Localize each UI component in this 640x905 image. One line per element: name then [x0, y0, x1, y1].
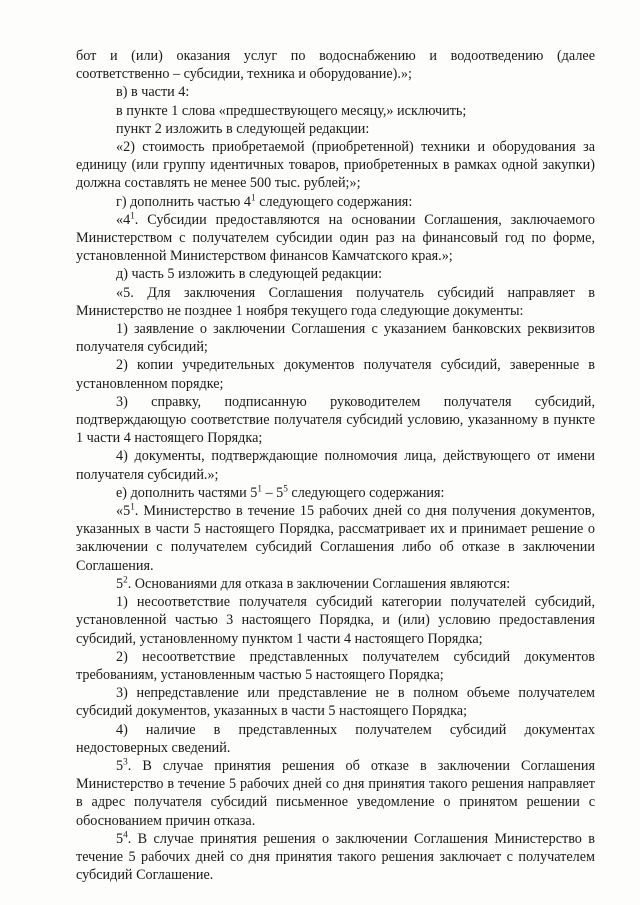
paragraph: [76, 393, 595, 448]
text-run: г) дополнить частью 4: [116, 193, 252, 210]
text-run: 5: [116, 757, 124, 774]
text-run: 3) непредставление или представление не в полном объеме получателем субсидий документов, указанных в части 5 настоящего Порядка;: [76, 685, 595, 720]
text-run: бот и (или) оказания услуг по водоснабжению и водоотведению (далее соответственно – субсидии, техника и оборудование).»;: [76, 48, 595, 83]
text-run: . Министерство в течение 15 рабочих дней со дня получения документов, указанных в части 5 настоящего Порядка, рассматривает их и принимает решение о заключении с получателем субсидий Соглашения либо об отказе в заключении Соглашения.: [76, 503, 595, 574]
text-run: 1) несоответствие получателя субсидий категории получателей субсидий, установленной частью 3 настоящего Порядка, и (или) условию предоставления субсидий, установленному пунктом 1 части 4 настоящего Порядка;: [76, 594, 595, 647]
paragraph: [76, 684, 595, 720]
text-run: 5: [116, 830, 124, 847]
paragraph: [76, 721, 595, 757]
document-body: [76, 47, 595, 884]
paragraph: [76, 830, 595, 885]
text-run: . В случае принятия решения о заключении Соглашения Министерство в течение 5 рабочих дней со дня принятия такого решения заключает с получателем субсидий Соглашение.: [76, 830, 595, 884]
paragraph: [76, 757, 595, 830]
paragraph: [76, 120, 595, 138]
text-run: следующего содержания:: [287, 484, 445, 501]
text-run: 1) заявление о заключении Соглашения с указанием банковских реквизитов получателя субсидий;: [76, 321, 595, 356]
text-run: «4: [116, 211, 131, 228]
text-run: в) в части 4:: [116, 84, 190, 101]
paragraph: [76, 193, 595, 211]
text-run: – 5: [261, 484, 284, 501]
superscript: 1: [251, 191, 256, 202]
text-run: 3) справку, подписанную руководителем получателя субсидий, подтверждающую соответствие получателя субсидий условию, указанному в пункте 1 части 4 настоящего Порядка;: [76, 393, 595, 447]
superscript: 5: [283, 483, 288, 494]
text-run: . В случае принятия решения об отказе в заключении Соглашения Министерство в течение 5 рабочих дней со дня принятия такого решения направляет в адрес получателя субсидий письменное уведомление о принятом решении с обоснованием причин отказа.: [76, 757, 595, 829]
superscript: 1: [130, 501, 135, 512]
paragraph: [76, 83, 595, 101]
paragraph: [76, 138, 595, 193]
paragraph: [76, 593, 595, 648]
text-run: . Субсидии предоставляются на основании Соглашения, заключаемого Министерством с получателем субсидии один раз на финансовый год по форме, установленной Министерством финансов Камчатского края.»;: [76, 211, 595, 265]
paragraph: [76, 648, 595, 684]
paragraph: [76, 211, 595, 266]
paragraph: [76, 447, 595, 483]
paragraph: [76, 265, 595, 283]
text-run: 5: [116, 575, 124, 592]
paragraph: [76, 102, 595, 120]
text-run: 2) несоответствие представленных получателем субсидий документов требованиям, установленным частью 5 настоящего Порядка;: [76, 648, 595, 683]
superscript: 2: [123, 574, 128, 585]
superscript: 4: [123, 829, 128, 839]
text-run: е) дополнить частями 5: [116, 484, 258, 501]
paragraph: [76, 47, 595, 83]
superscript: 3: [123, 756, 128, 767]
paragraph: [76, 575, 595, 593]
text-run: следующего содержания:: [255, 193, 413, 210]
superscript: 1: [130, 210, 135, 221]
text-run: . Основаниями для отказа в заключении Соглашения являются:: [127, 575, 511, 592]
text-run: 4) наличие в представленных получателем субсидий документах недостоверных сведений.: [76, 721, 595, 756]
paragraph: [76, 320, 595, 356]
paragraph: [76, 484, 595, 502]
text-run: «5: [116, 503, 131, 520]
text-run: пункт 2 изложить в следующей редакции:: [116, 120, 370, 137]
text-run: 4) документы, подтверждающие полномочия лица, действующего от имени получателя субсидий.»;: [76, 448, 595, 483]
text-run: «5. Для заключения Соглашения получатель субсидий направляет в Министерство не позднее 1 ноября текущего года следующие документы:: [76, 284, 595, 319]
paragraph: [76, 356, 595, 392]
text-run: д) часть 5 изложить в следующей редакции:: [116, 266, 383, 283]
text-run: 2) копии учредительных документов получателя субсидий, заверенные в установленном порядке;: [76, 357, 595, 392]
text-run: в пункте 1 слова «предшествующего месяцу,» исключить;: [116, 102, 467, 119]
text-run: «2) стоимость приобретаемой (приобретенной) техники и оборудования за единицу (или группу идентичных товаров, приобретенных в рамках одной закупки) должна составлять не менее 500 тыс. рублей;»;: [76, 139, 595, 192]
paragraph: [76, 284, 595, 320]
superscript: 1: [257, 483, 262, 494]
paragraph: [76, 502, 595, 575]
